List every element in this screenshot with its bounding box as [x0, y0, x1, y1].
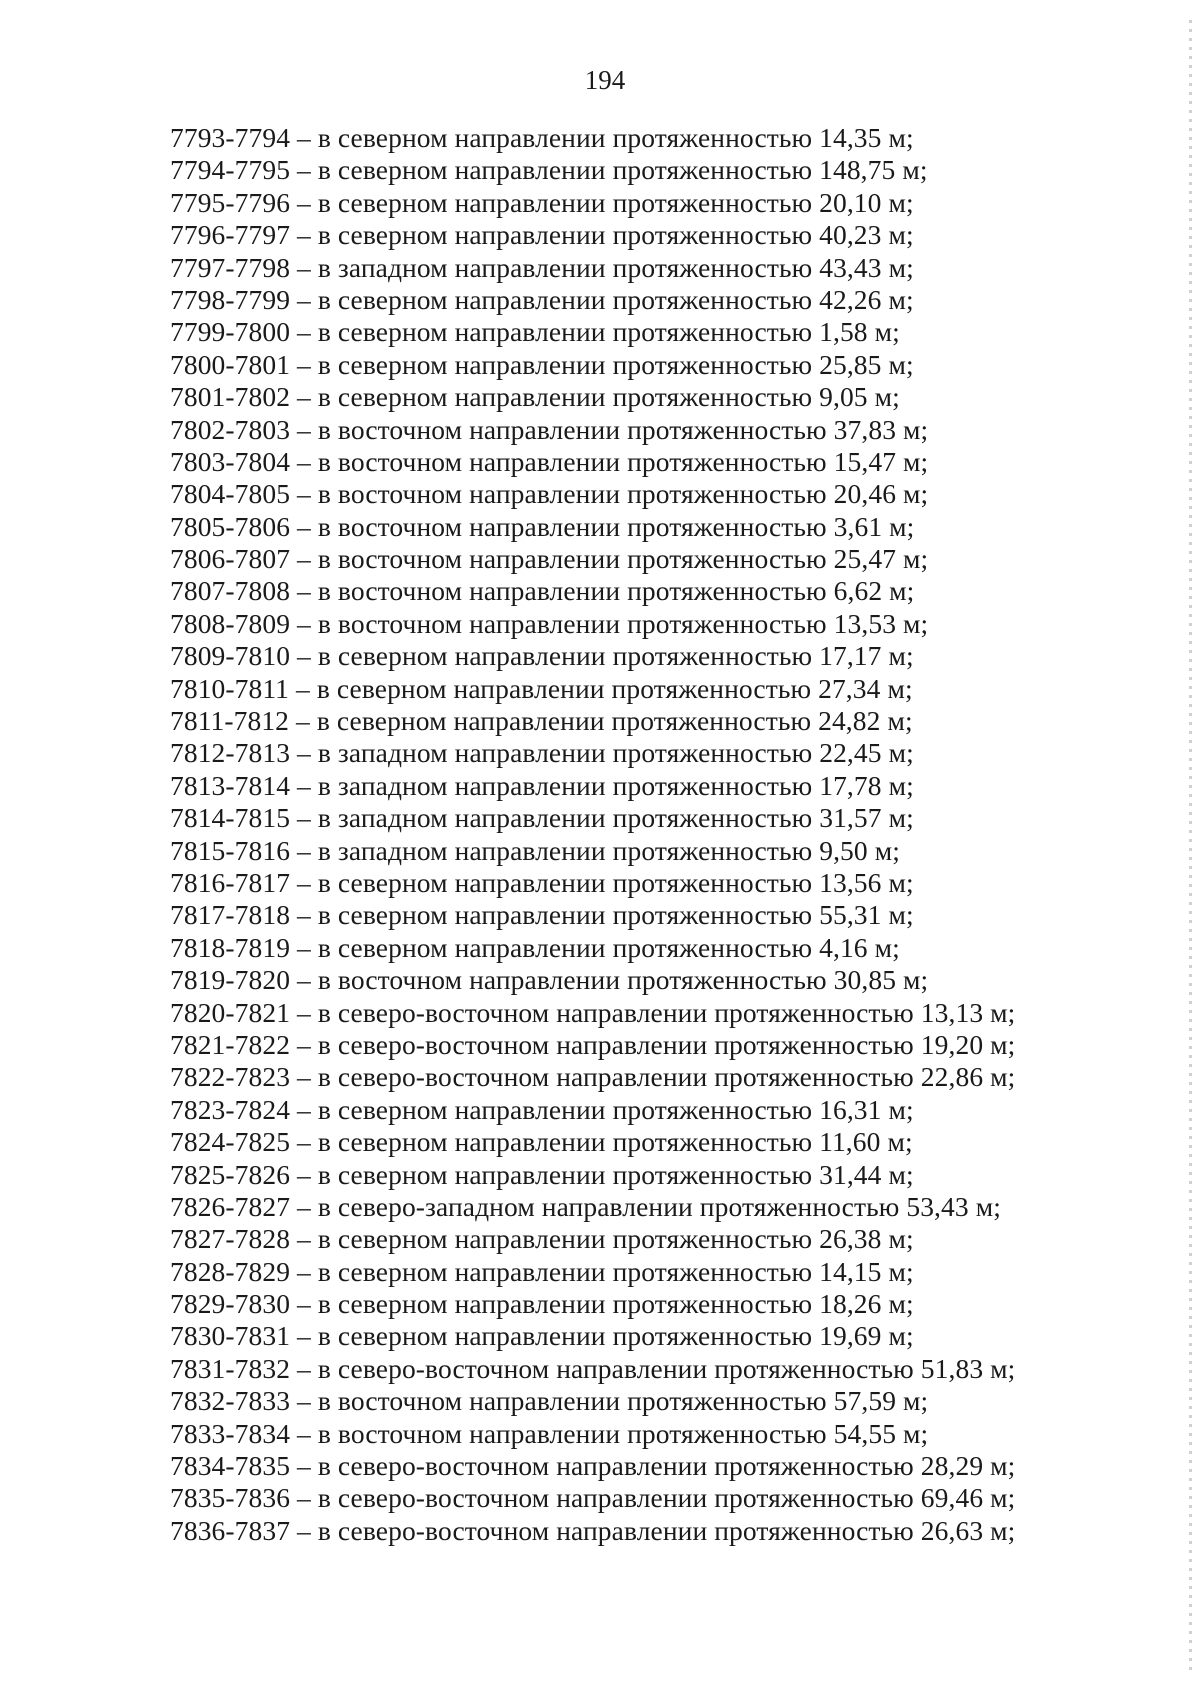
boundary-segment-line: 7805-7806 – в восточном направлении протяженностью 3,61 м; [170, 510, 915, 542]
boundary-segment-list [170, 122, 1070, 1547]
boundary-segment-line: 7808-7809 – в восточном направлении протяженностью 13,53 м; [170, 607, 929, 639]
boundary-segment-line: 7836-7837 – в северо-восточном направлении протяженностью 26,63 м; [170, 1514, 1016, 1546]
boundary-segment-line: 7817-7818 – в северном направлении протяженностью 55,31 м; [170, 899, 914, 931]
boundary-segment-line: 7810-7811 – в северном направлении протяженностью 27,34 м; [170, 672, 913, 704]
boundary-segment-line: 7815-7816 – в западном направлении протяженностью 9,50 м; [170, 834, 900, 866]
boundary-segment-line: 7835-7836 – в северо-восточном направлении протяженностью 69,46 м; [170, 1482, 1016, 1514]
boundary-segment-line: 7798-7799 – в северном направлении протяженностью 42,26 м; [170, 283, 914, 315]
page-number: 194 [584, 65, 626, 95]
boundary-segment-line: 7830-7831 – в северном направлении протяженностью 19,69 м; [170, 1320, 914, 1352]
boundary-segment-line: 7826-7827 – в северо-западном направлении протяженностью 53,43 м; [170, 1190, 1001, 1222]
boundary-segment-line: 7828-7829 – в северном направлении протяженностью 14,15 м; [170, 1255, 914, 1287]
boundary-segment-line: 7813-7814 – в западном направлении протяженностью 17,78 м; [170, 769, 914, 801]
boundary-segment-line: 7814-7815 – в западном направлении протяженностью 31,57 м; [170, 802, 914, 834]
boundary-segment-line: 7825-7826 – в северном направлении протяженностью 31,44 м; [170, 1158, 914, 1190]
boundary-segment-line: 7801-7802 – в северном направлении протяженностью 9,05 м; [170, 381, 900, 413]
boundary-segment-line: 7834-7835 – в северо-восточном направлении протяженностью 28,29 м; [170, 1450, 1016, 1482]
boundary-segment-line: 7804-7805 – в восточном направлении протяженностью 20,46 м; [170, 478, 929, 510]
boundary-segment-line: 7799-7800 – в северном направлении протяженностью 1,58 м; [170, 316, 900, 348]
boundary-segment-line: 7827-7828 – в северном направлении протяженностью 26,38 м; [170, 1223, 914, 1255]
boundary-segment-line: 7807-7808 – в восточном направлении протяженностью 6,62 м; [170, 575, 915, 607]
boundary-segment-line: 7819-7820 – в восточном направлении протяженностью 30,85 м; [170, 964, 929, 996]
boundary-segment-line: 7823-7824 – в северном направлении протяженностью 16,31 м; [170, 1093, 914, 1125]
boundary-segment-line: 7821-7822 – в северо-восточном направлении протяженностью 19,20 м; [170, 1028, 1016, 1060]
boundary-segment-line: 7800-7801 – в северном направлении протяженностью 25,85 м; [170, 348, 914, 380]
boundary-segment-line: 7803-7804 – в восточном направлении протяженностью 15,47 м; [170, 445, 929, 477]
boundary-segment-line: 7833-7834 – в восточном направлении протяженностью 54,55 м; [170, 1417, 929, 1449]
boundary-segment-line: 7796-7797 – в северном направлении протяженностью 40,23 м; [170, 219, 914, 251]
boundary-segment-line: 7824-7825 – в северном направлении протяженностью 11,60 м; [170, 1126, 913, 1158]
boundary-segment-line: 7831-7832 – в северо-восточном направлении протяженностью 51,83 м; [170, 1352, 1016, 1384]
boundary-segment-line: 7809-7810 – в северном направлении протяженностью 17,17 м; [170, 640, 914, 672]
boundary-segment-line: 7806-7807 – в восточном направлении протяженностью 25,47 м; [170, 543, 929, 575]
boundary-segment-line: 7820-7821 – в северо-восточном направлении протяженностью 13,13 м; [170, 996, 1016, 1028]
boundary-segment-line: 7829-7830 – в северном направлении протяженностью 18,26 м; [170, 1288, 914, 1320]
boundary-segment-line: 7797-7798 – в западном направлении протяженностью 43,43 м; [170, 251, 914, 283]
boundary-segment-line: 7816-7817 – в северном направлении протяженностью 13,56 м; [170, 866, 914, 898]
boundary-segment-line: 7822-7823 – в северо-восточном направлении протяженностью 22,86 м; [170, 1061, 1016, 1093]
boundary-segment-line: 7811-7812 – в северном направлении протяженностью 24,82 м; [170, 705, 913, 737]
boundary-segment-line: 7832-7833 – в восточном направлении протяженностью 57,59 м; [170, 1385, 929, 1417]
boundary-segment-line: 7793-7794 – в северном направлении протяженностью 14,35 м; [170, 122, 914, 153]
boundary-segment-line: 7795-7796 – в северном направлении протяженностью 20,10 м; [170, 186, 914, 218]
boundary-segment-line: 7812-7813 – в западном направлении протяженностью 22,45 м; [170, 737, 914, 769]
boundary-segment-line: 7802-7803 – в восточном направлении протяженностью 37,83 м; [170, 413, 929, 445]
boundary-segment-line: 7818-7819 – в северном направлении протяженностью 4,16 м; [170, 931, 900, 963]
scan-edge-artifact [1189, 20, 1192, 1670]
boundary-segment-line: 7794-7795 – в северном направлении протяженностью 148,75 м; [170, 154, 928, 186]
